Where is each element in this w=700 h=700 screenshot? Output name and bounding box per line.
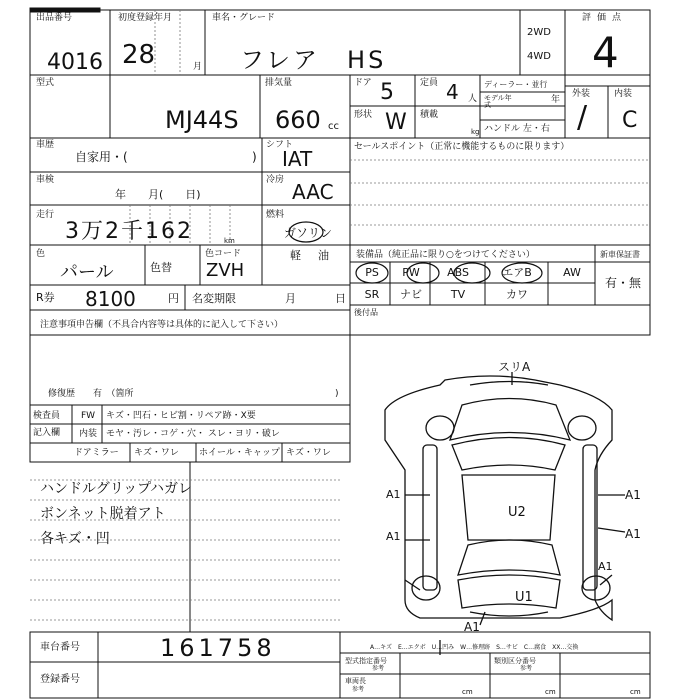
cc-unit: cc [328,121,339,132]
history-value: 自家用・( [75,150,128,164]
history-label: 車歴 [36,140,55,150]
interior-items: モヤ・汚レ・コゲ・穴・ スレ・ヨリ・破レ [106,429,280,439]
expiry-month: 月 [285,292,296,305]
car-name-label: 車名・グレード [212,13,276,23]
notice-label: 注意事項申告欄（不具合内容等は具体的に記入して下さい） [40,320,284,330]
equip-abs: ABS [447,266,469,279]
shift-value: IAT [282,147,313,171]
legend-cm-2: cm [545,688,556,696]
new-car-label: 新車保証書 [600,250,640,259]
grade-label: 評価点 [582,13,628,23]
legend-class-no: 類別区分番号 [494,657,536,665]
model-year-label: モデル年式 [484,94,512,109]
inspection-value: 年 月( 日) [115,188,201,201]
expiry-label: 名変期限 [192,292,236,305]
mark-bumper: A1 [464,620,480,634]
mark-rear-dent: U1 [515,590,533,605]
legend-length-ref: 参考 [352,686,365,693]
mirror-items: キズ・ワレ [134,448,179,458]
car-diagram [385,372,625,655]
mark-roof: スリA [498,360,531,374]
load-label: 積載 [420,110,439,120]
legend-length: 車両長 [345,677,366,685]
mileage-value: 3万2千162 [65,219,193,244]
body-label: 形状 [354,110,373,120]
model-value: MJ44S [165,106,239,134]
model-year-unit: 年 [551,95,561,105]
wheel-label: ホイール・キャップ [199,448,280,458]
legend-type-no: 型式指定番号 [345,657,387,665]
ac-label: 冷房 [266,175,285,185]
fuel-light: 軽 [290,249,301,262]
car-name-value: フレア HS [240,46,387,74]
repair-label: 修復歴 有 （箇所 [48,389,134,399]
legend-type-ref: 参考 [372,665,385,672]
interior-label: 内装 [614,89,633,99]
color-code-value: ZVH [206,260,245,281]
model-label: 型式 [36,78,55,88]
equip-airbag: エアB [502,266,532,279]
cc-label: 排気量 [265,78,293,88]
history-close: ) [252,150,257,164]
lot-number: 4016 [47,50,103,75]
dealer-label: ディーラー・並行 [484,80,548,89]
seats-value: 4 [446,80,459,104]
legend-class-ref: 参考 [520,665,533,672]
grade-value: 4 [592,28,619,77]
equip-pw: PW [402,266,420,279]
recycle-unit: 円 [168,292,179,305]
mark-roof-dent: U2 [508,505,526,520]
color-code-label: 色コード [205,249,242,259]
seats-unit: 人 [468,94,478,104]
body-value: W [385,110,407,135]
mark-left-front: A1 [386,488,401,501]
note-line-3: 各キズ・凹 [40,531,110,547]
color-change-label: 色替 [150,261,172,274]
mark-right-front: A1 [625,488,641,502]
exterior-label: 外装 [572,89,591,99]
handle-label: ハンドル 左・右 [484,124,550,134]
equipment-label: 装備品（純正品に限り○をつけてください） [356,250,535,260]
drive-4wd: 4WD [527,51,551,62]
reg-number-label: 登録番号 [40,674,80,685]
inspector-label: 検査員 [33,411,61,421]
doors-value: 5 [380,80,394,105]
aftermarket-label: 後付品 [354,308,378,317]
equip-navi: ナビ [400,288,422,301]
sales-point-label: セールスポイント（正常に機能するものに限ります） [354,142,570,152]
equip-leather: カワ [506,288,528,301]
note-line-2: ボンネット脱着アト [40,506,166,522]
color-label: 色 [36,249,46,259]
fuel-label: 燃料 [266,210,285,220]
exterior-value: / [577,100,588,135]
legend-cm-1: cm [462,688,473,696]
mirror-label: ドアミラー [74,448,119,458]
seats-label: 定員 [420,78,439,88]
color-value: パール [60,262,114,283]
chassis-value: 161758 [160,634,276,662]
recycle-label: R券 [36,291,55,304]
reg-year-label: 初度登録年月 [118,13,173,23]
interior-row-label: 内装 [78,429,97,439]
mileage-label: 走行 [36,210,55,220]
fw-label: FW [80,411,96,421]
expiry-day: 日 [335,292,346,305]
equip-aw: AW [563,266,581,279]
fuel-value: ガソリン [284,226,333,240]
shift-label: シフト [266,140,294,150]
equip-ps: PS [365,266,379,279]
equip-tv: TV [450,288,466,301]
lot-label: 出品番号 [36,13,73,23]
wheel-items: キズ・ワレ [286,448,331,458]
doors-label: ドア [354,78,372,88]
repair-close: ) [335,389,339,399]
load-unit: kg [471,128,480,136]
note-line-1: ハンドルグリップハガレ [40,481,193,497]
mark-left-rear: A1 [386,530,401,543]
mark-right-rear: A1 [625,527,641,541]
chassis-label: 車台番号 [40,642,80,653]
fuel-oil: 油 [318,249,329,262]
reg-month-unit: 月 [193,62,203,72]
mark-right-wheel: A1 [598,560,613,573]
fw-items: キズ・凹石・ヒビ割・リペア跡・X要 [106,411,256,421]
equip-sr: SR [364,288,380,301]
cc-value: 660 [275,106,321,134]
damage-legend: A…キズ E…エクボ U…凹み W…修理跡 S…サビ C…腐食 XX…交換 [370,644,579,651]
drive-2wd: 2WD [527,27,551,38]
ac-value: AAC [292,180,334,204]
reg-year-value: 28 [122,40,156,70]
interior-value: C [622,108,638,133]
inspection-label: 車検 [36,175,55,185]
new-car-value: 有・無 [605,276,642,290]
mileage-unit: km [224,237,235,245]
recycle-value: 8100 [85,287,136,311]
record-label: 記入欄 [33,428,61,438]
legend-cm-3: cm [630,688,641,696]
